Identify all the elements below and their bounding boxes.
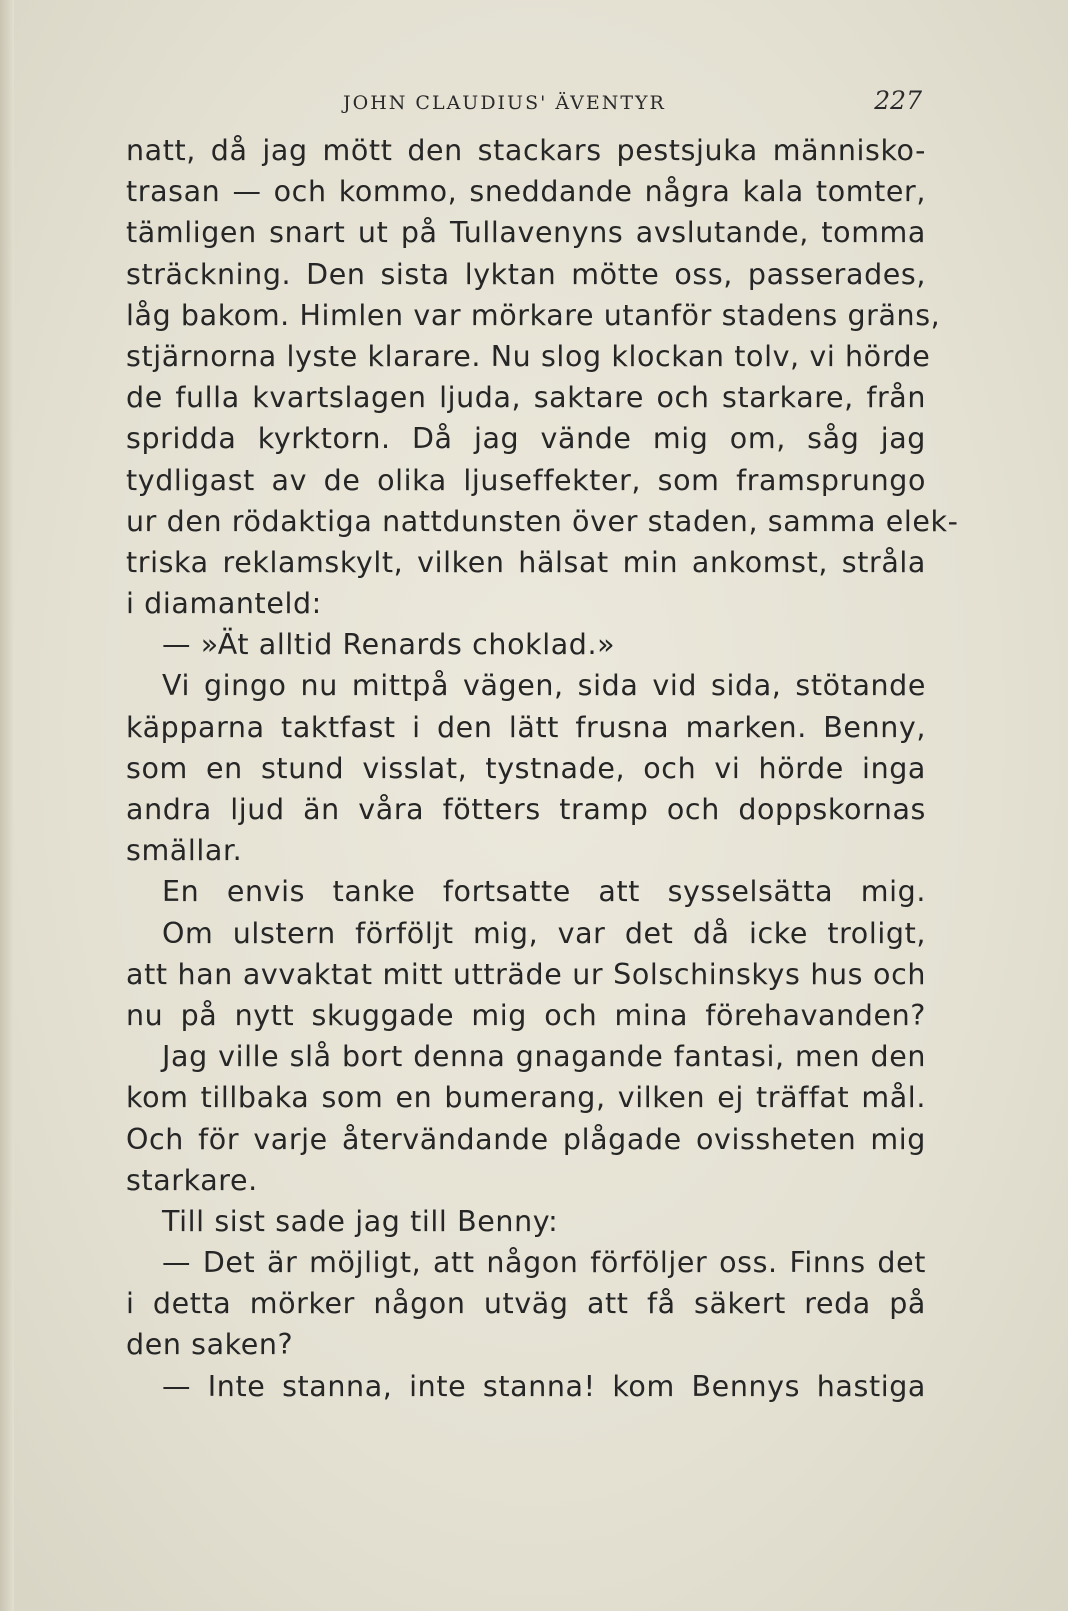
text-line: — Inte stanna, inte stanna! kom Bennys hastiga [162, 1369, 926, 1403]
text-line: trasan — och kommo, sneddande några kala tomter, [126, 175, 926, 209]
text-line: Till sist sade jag till Benny: [162, 1204, 559, 1238]
text-line: En envis tanke fortsatte att sysselsätta mig. [162, 875, 926, 909]
text-line: käpparna taktfast i den lätt frusna marken. Benny, [126, 710, 926, 744]
text-line: nu på nytt skuggade mig och mina förehavanden? [126, 998, 926, 1032]
text-line: starkare. [126, 1163, 258, 1197]
text-line: natt, då jag mött den stackars pestsjuka människo- [126, 134, 926, 167]
text-line: andra ljud än våra fötters tramp och doppskornas [126, 793, 926, 826]
text-line: låg bakom. Himlen var mörkare utanför stadens gräns, [126, 298, 941, 332]
text-line: Om ulstern förföljt mig, var det då icke troligt, [162, 916, 926, 950]
text-line: i detta mörker någon utväg att få säkert reda på [126, 1287, 926, 1321]
body-text [126, 130, 959, 1407]
text-line: stjärnorna lyste klarare. Nu slog klockan tolv, vi hörde [126, 339, 931, 373]
text-line: Vi gingo nu mittpå vägen, sida vid sida, stötande [162, 669, 926, 703]
text-line: som en stund visslat, tystnade, och vi hörde inga [126, 751, 926, 785]
text-line: kom tillbaka som en bumerang, vilken ej träffat mål. [126, 1081, 926, 1115]
text-line: — »Ät alltid Renards choklad.» [162, 628, 616, 662]
text-line: Och för varje återvändande plågade ovissheten mig [126, 1122, 926, 1156]
text-line: smällar. [126, 834, 243, 868]
page-number: 227 [874, 86, 922, 115]
text-line: triska reklamskylt, vilken hälsat min ankomst, stråla [126, 545, 926, 579]
text-line: — Det är möjligt, att någon förföljer oss. Finns det [162, 1246, 926, 1280]
running-head: JOHN CLAUDIUS' ÄVENTYR [343, 92, 666, 114]
text-line: ur den rödaktiga nattdunsten över staden, samma elek- [126, 504, 959, 538]
text-line: tämligen snart ut på Tullavenyns avslutande, tomma [126, 216, 926, 250]
text-line: att han avvaktat mitt utträde ur Solschinskys hus och [126, 957, 926, 991]
text-line: Jag ville slå bort denna gnagande fantasi, men den [162, 1040, 926, 1074]
page-header [128, 86, 928, 122]
text-line: de fulla kvartslagen ljuda, saktare och starkare, från [126, 381, 926, 415]
text-line: sträckning. Den sista lyktan mötte oss, passerades, [126, 257, 926, 291]
text-line: tydligast av de olika ljuseffekter, som framsprungo [126, 463, 926, 497]
page-gutter [0, 0, 14, 1611]
text-line: spridda kyrktorn. Då jag vände mig om, såg jag [126, 422, 926, 456]
text-line: i diamanteld: [126, 587, 322, 621]
text-line: den saken? [126, 1328, 294, 1362]
